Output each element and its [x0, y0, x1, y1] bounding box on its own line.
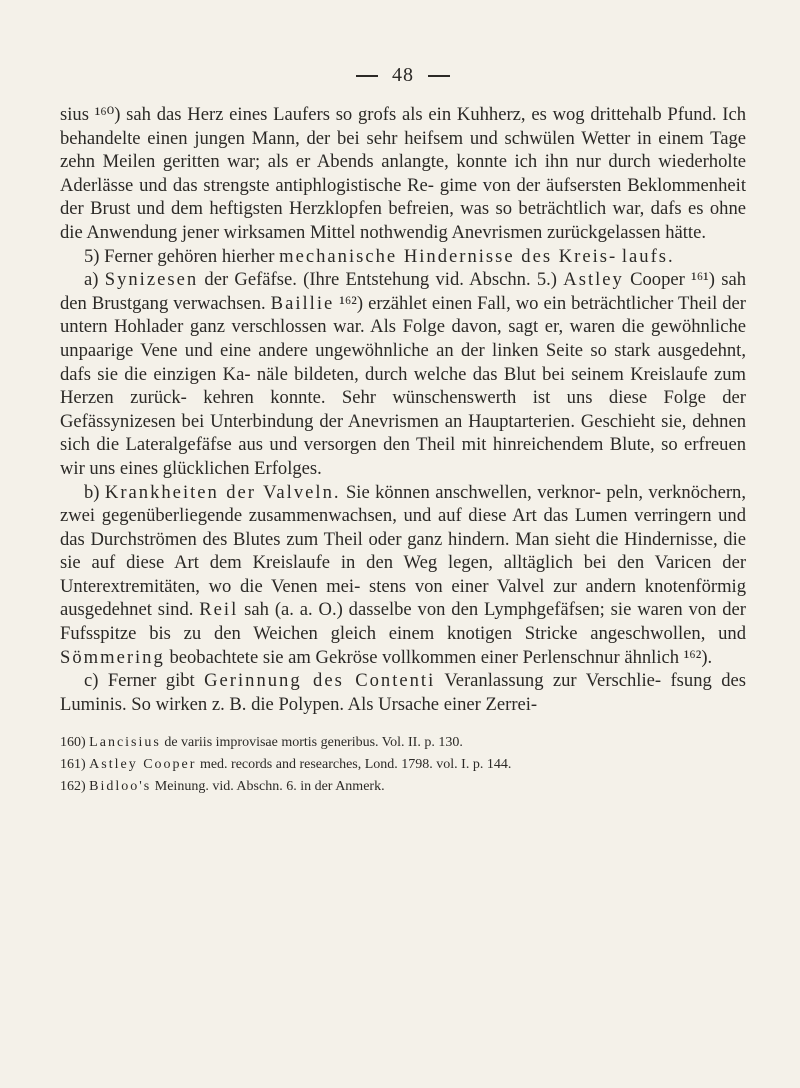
footnote-162: 162) Bidloo's Meinung. vid. Abschn. 6. in der Anmerk.: [60, 779, 385, 795]
item-c-paragraph: c) Ferner gibt Gerinnung des Contenti Veranlassung zur Verschlie- fsung des Luminis. So wirken z. B. die Polypen. Als Ursache einer Zerrei-: [60, 670, 746, 715]
item-b-term: Krankheiten der Valveln.: [104, 481, 341, 503]
author-soemmering: Sömmering: [60, 646, 165, 668]
author-baillie: Baillie: [270, 292, 335, 314]
author-astley: Astley: [563, 269, 624, 291]
page-number: 48: [392, 64, 414, 86]
item-a-paragraph: a) Synizesen der Gefäfse. (Ihre Entstehung vid. Abschn. 5.) Astley Cooper ¹⁶¹) sah den Brustgang verwachsen. Baillie ¹⁶²) erzählet einen Fall, wo ein beträchtlicher Theil der untern Hohlader ganz verschlossen war. Als Folge davon, sagt er, waren die gewöhnliche unpaarige Vene und eine andere ungewöhnliche an der linken Seite so stark ausgedehnt, dafs sie die einzigen Ka- näle bildeten, durch welche das Blut bei seinem Kreislaufe zum Herzen zurück- kehren konnte. Sehr wünschenswerth ist uns diese Folge der Gefässynizesen bei Unterbindung der Anevrismen an Hauptarterien. Geschieht sie, dehnen sich die Lateralgefäfse aus und versorgen den Theil mit hinreichendem Blute, so erfreuen wir uns eines glücklichen Erfolges.: [60, 269, 747, 479]
section-5-heading: 5) Ferner gehören hierher mechanische Hindernisse des Kreis- laufs.: [84, 245, 675, 267]
footnote-161: 161) Astley Cooper med. records and researches, Lond. 1798. vol. I. p. 144.: [60, 757, 512, 773]
item-b-paragraph: b) Krankheiten der Valveln. Sie können anschwellen, verknor- peln, verknöchern, zwei gegenüberliegende zusammenwachsen, und auf diese Art das Lumen verringern und das Durchströmen des Blutes zum Theil oder ganz hindern. Man sieht die Hindernisse, die sie auf diese Art dem Kreislaufe in den Weg legen, alltäglich bei den Varicen der Unterextremitäten, wo die Venen mei- stens von einer Valvel zur andern knotenförmig ausgedehnet sind. Reil sah (a. a. O.) dasselbe von den Lymphgefäfsen; sie waren von der Fufsspitze bis zu den Weichen gleich einem knotigen Stricke angeschwollen, und Sömmering beobachtete sie am Gekröse vollkommen einer Perlenschnur ähnlich ¹⁶²).: [60, 481, 747, 668]
main-text: [60, 103, 746, 716]
page-header: [60, 64, 746, 87]
item-c-term: Gerinnung des Contenti: [204, 670, 436, 692]
header-dash-right: [428, 75, 450, 77]
footnotes: [60, 732, 746, 798]
item-a-term: Synizesen: [104, 269, 199, 291]
footnote-160: 160) Lancisius de variis improvisae mortis generibus. Vol. II. p. 130.: [60, 735, 463, 751]
header-dash-left: [356, 75, 378, 77]
author-reil: Reil: [199, 599, 239, 621]
intro-paragraph: sius ¹⁶⁰) sah das Herz eines Laufers so grofs als ein Kuhherz, es wog drittehalb Pfund. Ich behandelte einen jungen Mann, der bei sehr heifsem und schwülen Wetter in einem Tage zehn Meilen geritten war; als er Abends anlangte, konnte ich ihn nur durch wiederholte Aderlässe und das strengste antiphlogistische Re- gime von der äufsersten Beklommenheit der Brust und dem heftigsten Herzklopfen befreien, was so beträchtlich war, dafs es ohne die Anwendung jener wirksamen Mittel nothwendig Anevrismen zurückgelassen hätte.: [60, 104, 746, 243]
